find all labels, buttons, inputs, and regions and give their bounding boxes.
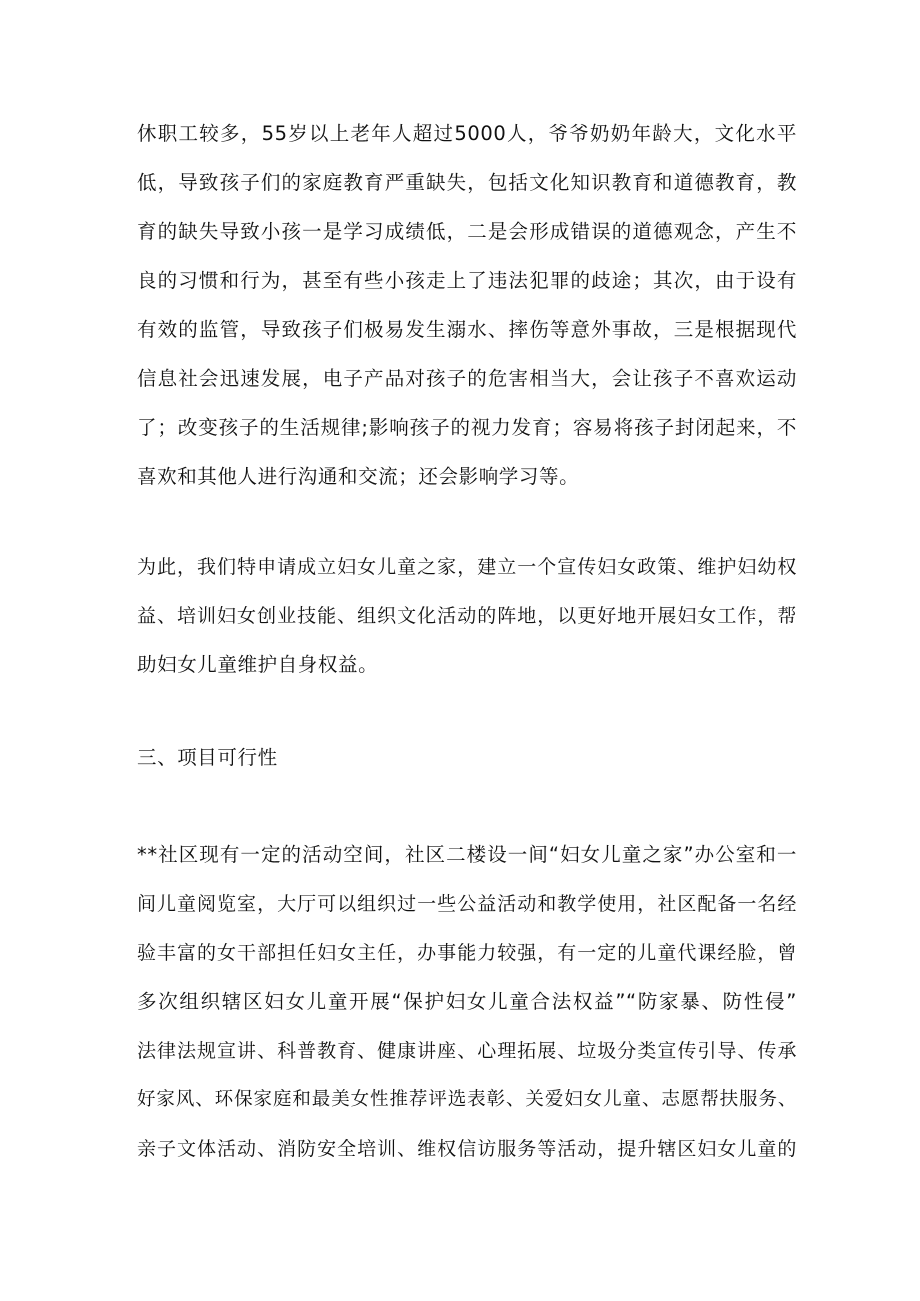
text-line: 法律法规宣讲、科普教育、健康讲座、心理拓展、垃圾分类宣传引导、传承 <box>137 1040 797 1062</box>
text-line: 有效的监管，导致孩子们极易发生溺水、摔伤等意外事故，三是根据现代 <box>137 318 797 341</box>
text-line: 育的缺失导致小孩一是学习成绩低，二是会形成错误的道德观念，产生不 <box>137 220 797 243</box>
text-line: 低，导致孩子们的家庭教育严重缺失，包括文化知识教育和道德教育，教 <box>137 171 797 194</box>
text-line: 休职工较多，55岁以上老年人超过5000人，爷爷奶奶年龄大，文化水平 <box>137 122 797 145</box>
text-line: 为此，我们特申请成立妇女儿童之家，建立一个宣传妇女政策、维护妇幼权 <box>137 556 797 578</box>
text-line: 好家风、环保家庭和最美女性推荐评选表彰、关爱妇女儿童、志愿帮扶服务、 <box>137 1089 797 1110</box>
text-line: 益、培训妇女创业技能、组织文化活动的阵地，以更好地开展妇女工作，帮 <box>137 605 797 627</box>
text-line: 了；改变孩子的生活规律;影响孩子的视力发育；容易将孩子封闭起来，不 <box>137 416 797 439</box>
text-line: 亲子文体活动、消防安全培训、维权信访服务等活动，提升辖区妇女儿童的 <box>137 1138 797 1160</box>
text-line: 验丰富的女干部担任妇女主任，办事能力较强，有一定的儿童代课经脸，曾 <box>137 942 797 964</box>
section-heading: 三、项目可行性 <box>137 746 278 769</box>
text-line: 助妇女儿童维护自身权益。 <box>137 653 379 676</box>
text-line: 信息社会迅速发展，电子产品对孩子的危害相当大，会让孩子不喜欢运动 <box>137 367 797 390</box>
text-line: 喜欢和其他人进行沟通和交流；还会影响学习等。 <box>137 465 580 488</box>
text-line: 良的习惯和行为，甚至有些小孩走上了违法犯罪的歧途；其次，由于设有 <box>137 269 797 292</box>
text-line: **社区现有一定的活动空间，社区二楼设一间“妇女儿童之家”办公室和一 <box>137 843 797 866</box>
text-line: 间儿童阅览室，大厅可以组织过一些公益活动和教学使用，社区配备一名经 <box>137 893 797 915</box>
text-line: 多次组织辖区妇女儿童开展“保护妇女儿童合法权益”“防家暴、防性侵” <box>137 990 797 1013</box>
